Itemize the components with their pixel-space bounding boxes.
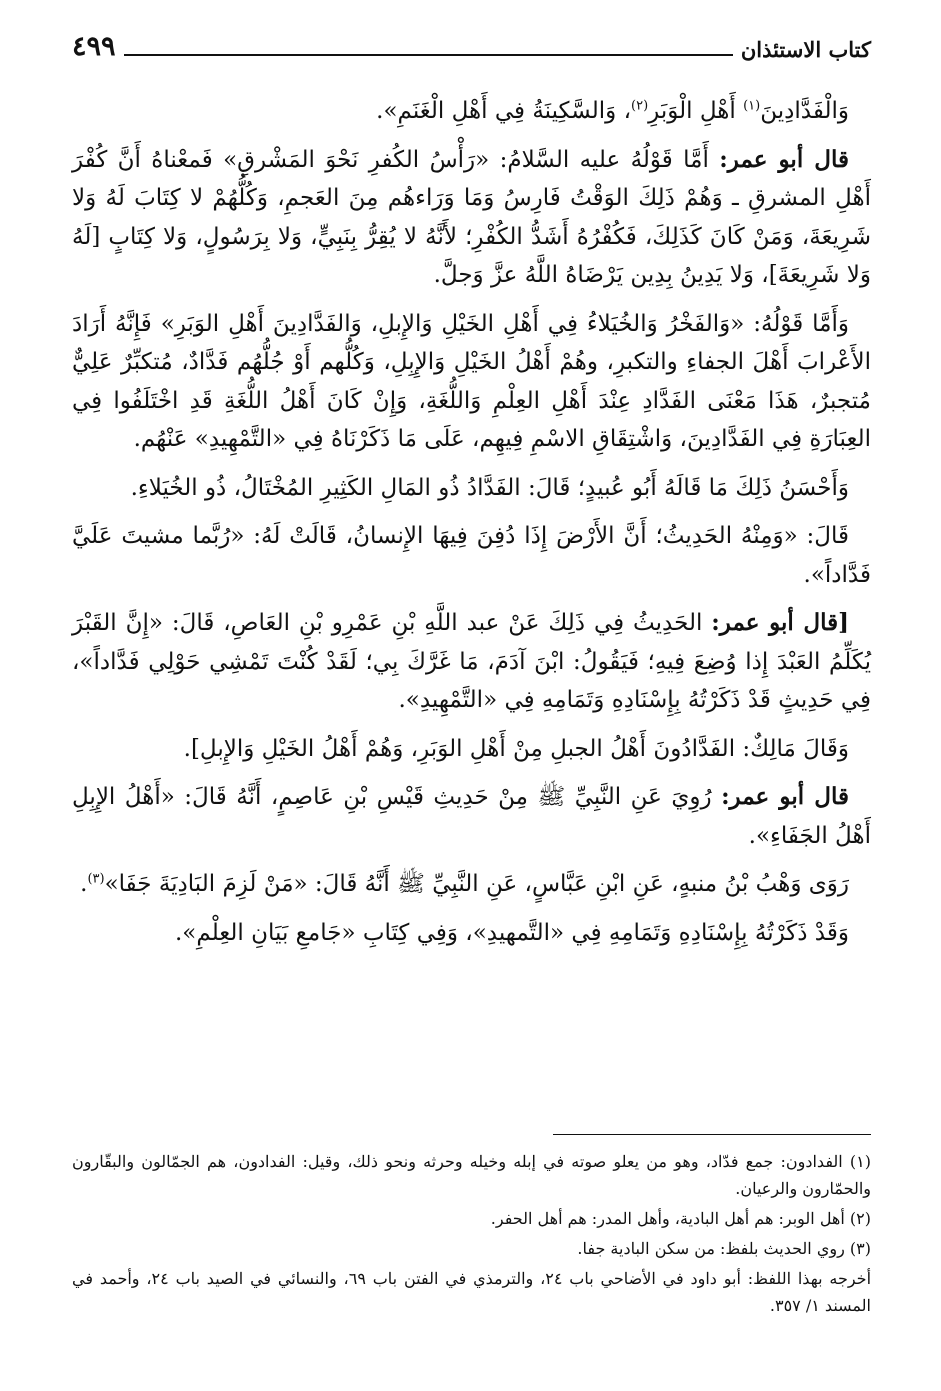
- footnote-ref[interactable]: (٣): [87, 871, 105, 887]
- running-header: [72, 24, 871, 60]
- paragraph: وَقَدْ ذَكَرْتُهُ بِإِسْنَادِهِ وَتَمَامِهِ فِي «التَّمهيدِ»، وَفِي كِتَابِ «جَامعِ بَيَانِ العِلْمِ».: [175, 919, 849, 946]
- page-number: ٤٩٩: [72, 31, 116, 62]
- paragraph: وَقَالَ مَالِكٌ: الفَدَّادُونَ أَهْلُ الجبلِ مِنْ أَهْلِ الوَبَرِ، وَهُمْ أَهْلُ الخَيْلِ وَالإِبلِ].: [183, 735, 849, 762]
- footnotes: [72, 1148, 871, 1322]
- footnote: (٢) أهل الوبر: هم أهل البادية، وأهل المدر: هم أهل الحفر.: [490, 1209, 871, 1228]
- speaker-label: [قال أبو عمر:: [711, 609, 849, 636]
- paragraph: وَالْفَدَّادِينَ$^{(١)}$ أَهْلِ الْوَبَرِ$^{(٢)}$، وَالسَّكِينَةُ فِي أَهْلِ الْغَنَمِ».: [376, 98, 849, 124]
- paragraph: وَأَمَّا قَوْلُهُ: «وَالفَخْرُ وَالخُيَلاءُ فِي أَهْلِ الخَيْلِ وَالإِبلِ، وَالفَدَّادِينَ أَهْلِ الوَبَرِ» فَإِنَّهُ أَرَادَ الأَعْرابَ أَهْلَ الجفاءِ والتكبرِ، وهُمْ أَهْلُ الخَيْلِ وَالإِبِلِ، وَكُلُّهم أَوْ جُلُّهُم فَدَّادٌ، مُتكبِّرٌ عَلِيٌّ مُتجبرٌ، هَذَا مَعْنَى الفَدَّادِ عِنْدَ أَهْلِ العِلْمِ وَاللُّغَةِ، وَإِنْ كَانَ أَهْلُ اللُّغَةِ قَدِ اخْتَلَفُوا فِي العِبَارَةِ فِي الفَدَّادِينَ، وَاشْتِقَاقِ الاسْمِ فِيهِم، عَلَى مَا ذَكَرْنَاهُ فِي «التَّمْهِيدِ» عَنْهُم.: [72, 310, 871, 452]
- paragraph: قال أبو عمر: أَمَّا قَوْلُهُ عليه السَّلامُ: «رَأْسُ الكُفرِ نَحْوَ المَشْرقِ» فَمعْناهُ أَنَّ كُفْرَ أَهْلِ المشرقِ ـ وَهُمْ ذَلِكَ الوَقْتُ فَارِسُ وَمَا وَرَاءهُم مِنَ العَجمِ، وَكُلُّهُمْ لا كِتَابَ لَهُ وَلا شَرِيعَةَ، وَمَنْ كَانَ كَذَلِكَ، فَكُفْرُهُ أَشَدُّ الكُفْرِ؛ لأَنَّهُ لا يُقِرُّ بِنَبِيٍّ، وَلا بِرَسُولٍ، وَلا كِتَابٍ [لَهُ وَلا شَرِيعَةَ]، وَلا يَدِينُ بِدِين يَرْضَاهُ اللَّهُ عزَّ وَجلَّ.: [72, 145, 871, 288]
- footnote-ref[interactable]: (١): [743, 98, 761, 114]
- footnote-separator: [553, 1134, 871, 1135]
- paragraph: قال أبو عمر: رُوِيَ عَنِ النَّبِيِّ ﷺ مِنْ حَدِيثِ قَيْسِ بْنِ عَاصِمٍ، أَنَّهُ قَالَ: «أَهْلُ الإِبِلِ أَهْلُ الجَفَاءِ».: [72, 783, 871, 849]
- book-title: كتاب الاستئذان: [740, 37, 871, 62]
- paragraph: قَالَ: «وَمِنْهُ الحَدِيثُ؛ أَنَّ الأَرْضَ إِذَا دُفِنَ فِيهَا الإِنسانُ، قَالَتْ لَهُ: «رُبَّما مشيتَ عَلَيَّ فَدَّاداً».: [72, 523, 871, 588]
- footnote: (٣) روي الحديث بلفظ: من سكن البادية جفا.: [577, 1239, 871, 1258]
- footnote: أخرجه بهذا اللفظ: أبو داود في الأضاحي باب ٢٤، والترمذي في الفتن باب ٦٩، والنسائي في الصيد باب ٢٤، وأحمد في المسند ١/ ٣٥٧.: [72, 1269, 872, 1315]
- footnote: (١) الفدادون: جمع فدّاد، وهو من يعلو صوته في إبله وخيله وحرثه ونحو ذلك، وقيل: الفدادون، هم الجمّالون والبقّارون والحمّارون والرعيان.: [72, 1152, 871, 1198]
- paragraph: وَأَحْسَنُ ذَلِكَ مَا قَالَهُ أَبُو عُبيدٍ؛ قَالَ: الفَدَّادُ ذُو المَالِ الكَثِيرِ المُخْتَالُ، ذُو الخُيَلاءِ.: [130, 474, 849, 501]
- footnote-ref[interactable]: (٢): [631, 98, 649, 114]
- header-rule: [124, 54, 733, 56]
- main-text: [72, 92, 871, 962]
- speaker-label: قال أبو عمر:: [719, 145, 849, 173]
- paragraph: [قال أبو عمر: الحَدِيثُ فِي ذَلِكَ عَنْ عبد اللَّهِ بْنِ عَمْرِو بْنِ العَاصِ، قَالَ: «إِنَّ القَبْرَ يُكَلِّمُ العَبْدَ إِذا وُضِعَ فِيهِ؛ فَيَقُولُ: ابْنَ آدَمَ، مَا غَرَّكَ بِي؛ لَقَدْ كُنْتَ تَمْشِي حَوْلِي فَدَّاداً»، فِي حَدِيثٍ قَدْ ذَكَرْتُهُ بِإِسْنَادِهِ وَتَمَامِهِ فِي «التَّمْهِيدِ».: [72, 609, 871, 713]
- speaker-label: قال أبو عمر:: [721, 783, 849, 810]
- paragraph: رَوَى وَهْبُ بْنُ منبهٍ، عَنِ ابْنِ عَبَّاسٍ، عَنِ النَّبِيِّ ﷺ أَنَّهُ قَالَ: «مَنْ لَزِمَ البَادِيَةَ جَفَا»$^{(٣)}$.: [80, 871, 849, 897]
